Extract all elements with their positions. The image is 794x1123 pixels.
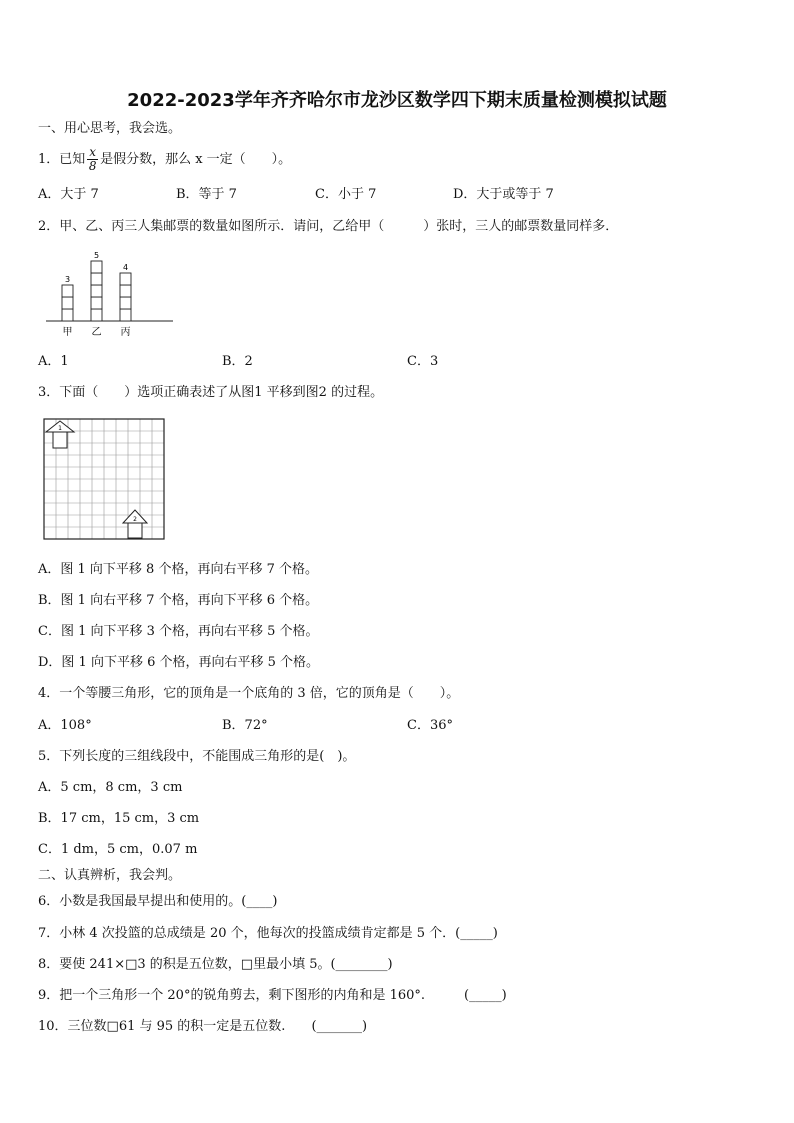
translation-grid <box>43 418 167 542</box>
bar-value-label: 5 <box>93 251 100 260</box>
fraction-x-over-8 <box>87 146 98 173</box>
bar-乙-square <box>91 309 102 321</box>
figure-2-label: 2 <box>133 516 137 523</box>
question-1 <box>38 146 291 173</box>
bar-丙-square <box>120 297 131 309</box>
question-4: 4．一个等腰三角形，它的顶角是一个底角的 3 倍，它的顶角是（ ）。 <box>38 686 460 701</box>
q4-option-a: A．108° <box>38 718 92 733</box>
question-3: 3．下面（ ）选项正确表述了从图1 平移到图2 的过程。 <box>38 385 384 400</box>
category-label: 乙 <box>91 327 102 338</box>
bar-乙-square <box>91 261 102 273</box>
bar-丙-square <box>120 273 131 285</box>
bar-乙-square <box>91 273 102 285</box>
q2-option-a: A．1 <box>38 354 69 369</box>
question-2: 2．甲、乙、丙三人集邮票的数量如图所示．请问，乙给甲（ ）张时，三人的邮票数量同样多． <box>38 219 619 234</box>
bar-乙-square <box>91 285 102 297</box>
question-5: 5．下列长度的三组线段中，不能围成三角形的是( )。 <box>38 749 356 764</box>
q1-option-a: A．大于 7 <box>38 187 99 202</box>
question-10: 10．三位数□61 与 95 的积一定是五位数. (_______) <box>38 1019 368 1034</box>
stamp-count-chart <box>40 244 180 340</box>
house-figure-1 <box>46 421 74 448</box>
q5-option-c: C．1 dm，5 cm，0.07 m <box>38 842 198 857</box>
q1-option-d: D．大于或等于 7 <box>453 187 554 202</box>
question-1-suffix: 是假分数，那么 x 一定（ ）。 <box>100 152 292 167</box>
q3-option-d: D．图 1 向下平移 6 个格，再向右平移 5 个格。 <box>38 655 320 670</box>
chart-bars <box>62 251 131 338</box>
q1-option-b: B．等于 7 <box>176 187 237 202</box>
bar-甲-square <box>62 285 73 297</box>
question-9: 9．把一个三角形一个 20°的锐角剪去，剩下图形的内角和是 160°. (_____) <box>38 988 507 1003</box>
question-6: 6．小数是我国最早提出和使用的。(____) <box>38 894 278 909</box>
section-1-heading: 一、用心思考，我会选。 <box>38 121 182 136</box>
figure-1-label: 1 <box>58 425 62 432</box>
fraction-denominator: 8 <box>88 159 97 173</box>
q3-option-b: B．图 1 向右平移 7 个格，再向下平移 6 个格。 <box>38 593 319 608</box>
bar-甲-square <box>62 297 73 309</box>
q5-option-b: B．17 cm，15 cm，3 cm <box>38 811 200 826</box>
category-label: 甲 <box>62 327 73 338</box>
page-title: 2022-2023学年齐齐哈尔市龙沙区数学四下期末质量检测模拟试题 <box>127 90 667 111</box>
bar-乙-square <box>91 297 102 309</box>
question-8: 8．要使 241×□3 的积是五位数，□里最小填 5。(________) <box>38 957 393 972</box>
q3-option-c: C．图 1 向下平移 3 个格，再向右平移 5 个格。 <box>38 624 319 639</box>
section-2-heading: 二、认真辨析，我会判。 <box>38 868 182 883</box>
q4-option-c: C．36° <box>407 718 453 733</box>
bar-丙-square <box>120 309 131 321</box>
house-figure-2 <box>123 510 147 538</box>
bar-value-label: 4 <box>122 263 129 272</box>
question-7: 7．小林 4 次投篮的总成绩是 20 个，他每次的投篮成绩肯定都是 5 个．(_____) <box>38 926 498 941</box>
q4-option-b: B．72° <box>222 718 268 733</box>
q2-option-c: C．3 <box>407 354 439 369</box>
category-label: 丙 <box>120 327 131 338</box>
fraction-numerator: x <box>89 145 97 159</box>
q1-option-c: C．小于 7 <box>315 187 377 202</box>
bar-丙-square <box>120 285 131 297</box>
q3-option-a: A．图 1 向下平移 8 个格，再向右平移 7 个格。 <box>38 562 318 577</box>
question-1-prefix: 1．已知 <box>38 152 86 167</box>
q2-option-b: B．2 <box>222 354 253 369</box>
bar-value-label: 3 <box>64 275 71 284</box>
q5-option-a: A．5 cm，8 cm，3 cm <box>38 780 183 795</box>
bar-甲-square <box>62 309 73 321</box>
